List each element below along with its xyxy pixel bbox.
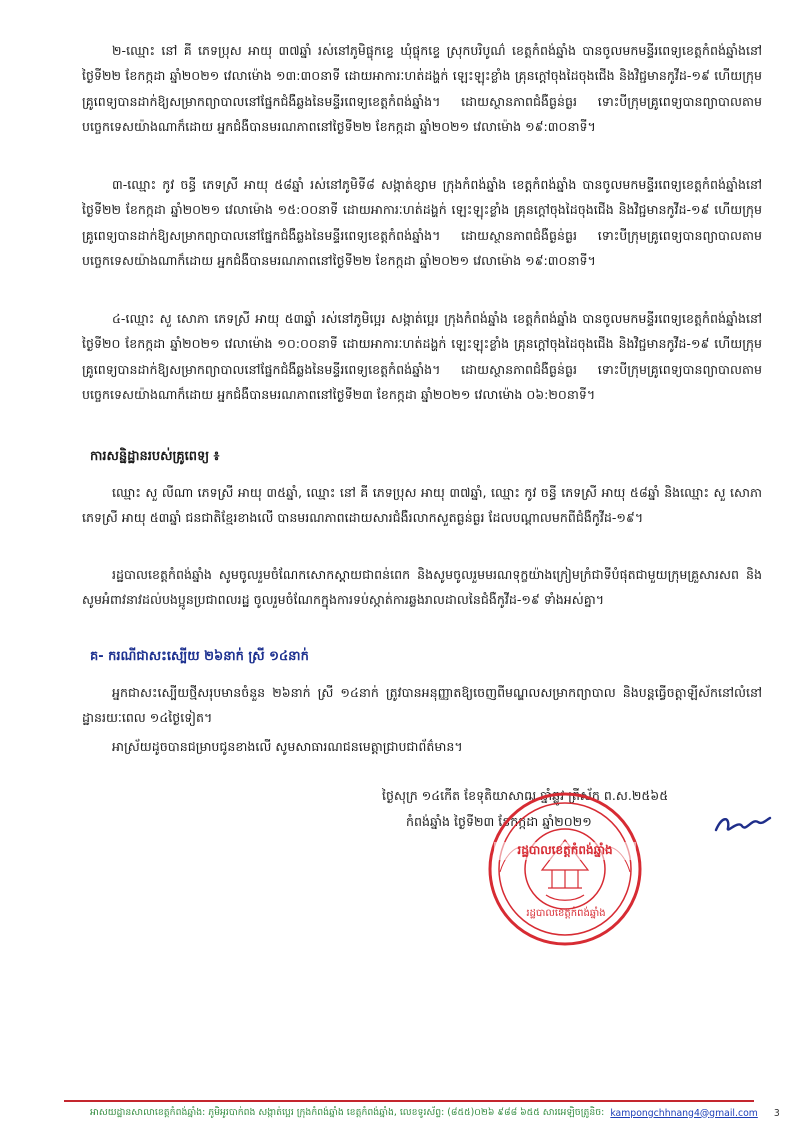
case-4-paragraph: ៤-ឈ្មោះ សួ សោភា ភេទស្រី អាយុ ៥៣ឆ្នាំ រស់នៅភូមិប្អេរ សង្កាត់ប្អេរ ក្រុងកំពង់ឆ្នាំង ខេត្តកំពង់ឆ្នាំង បានចូលមកមន្ទីរពេទ្យខេត្តកំពង់ឆ្នាំងនៅថ្ងៃទី២០ ខែកក្កដា ឆ្នាំ២០២១ វេលាម៉ោង ១០:០០នាទី ដោយអាការៈហត់ដង្ហក់ ឡេះឡុះខ្លាំង គ្រុនក្តៅចុងដៃចុងជើង និងវិជ្ជមានកូវីដ-១៩ ហើយក្រុមគ្រូពេទ្យបានដាក់ឱ្យសម្រាកព្យាបាលនៅផ្នែកជំងឺឆ្លងនៃមន្ទីរពេទ្យខេត្តកំពង់ឆ្នាំង។ ដោយស្ថានភាពជំងឺធ្ងន់ធ្ងរ ទោះបីក្រុមគ្រូពេទ្យបានព្យាបាលតាមបច្ចេកទេសយ៉ាងណាក៏ដោយ អ្នកជំងឺបានមរណភាពនៅថ្ងៃទី២៣ ខែកក្កដា ឆ្នាំ២០២១ វេលាម៉ោង ០៦:២០នាទី។: [82, 311, 763, 403]
case-2-paragraph: ២-ឈ្មោះ នៅ គី ភេទប្រុស អាយុ ៣៧ឆ្នាំ រស់នៅភូមិផ្ចុកខ្ទេ ឃុំផ្ចុកខ្ទេ ស្រុកបរិបូណ៌ ខេត្តកំពង់ឆ្នាំង បានចូលមកមន្ទីរពេទ្យខេត្តកំពង់ឆ្នាំងនៅថ្ងៃទី២២ ខែកក្កដា ឆ្នាំ២០២១ វេលាម៉ោង ១៣:៣០នាទី ដោយអាការៈហត់ដង្ហក់ ឡេះឡុះខ្លាំង គ្រុនក្តៅចុងដៃចុងជើង និងវិជ្ជមានកូវីដ-១៩ ហើយក្រុមគ្រូពេទ្យបានដាក់ឱ្យសម្រាកព្យាបាលនៅផ្នែកជំងឺឆ្លងនៃមន្ទីរពេទ្យខេត្តកំពង់ឆ្នាំង។ ដោយស្ថានភាពជំងឺធ្ងន់ធ្ងរ ទោះបីក្រុមគ្រូពេទ្យបានព្យាបាលតាមបច្ចេកទេសយ៉ាងណាក៏ដោយ អ្នកជំងឺបានមរណភាពនៅថ្ងៃទី២២ ខែកក្កដា ឆ្នាំ២០២១ វេលាម៉ោង ១៩:៣០នាទី។: [82, 43, 762, 135]
recovered-heading: គ- ករណីជាសះស្បើយ ២៦នាក់ ស្រី ១៤នាក់: [90, 649, 309, 664]
seal-caption-bottom: រដ្ឋបាលខេត្តកំពង់ឆ្នាំង: [526, 908, 606, 919]
signature-mark: [712, 812, 772, 838]
footer-email-link[interactable]: kampongchhnang4@gmail.com: [610, 1107, 758, 1119]
page-number: 3: [773, 1107, 780, 1119]
case-3-paragraph: ៣-ឈ្មោះ កូវ ចន្ធី ភេទស្រី អាយុ ៥៨ឆ្នាំ រស់នៅភូមិទី៨ សង្កាត់ខ្សាម ក្រុងកំពង់ឆ្នាំង ខេត្តកំពង់ឆ្នាំង បានចូលមកមន្ទីរពេទ្យខេត្តកំពង់ឆ្នាំងនៅថ្ងៃទី២២ ខែកក្កដា ឆ្នាំ២០២១ វេលាម៉ោង ១៥:០០នាទី ដោយអាការៈហត់ដង្ហក់ ឡេះឡុះខ្លាំង គ្រុនក្តៅចុងដៃចុងជើង និងវិជ្ជមានកូវីដ-១៩ ហើយក្រុមគ្រូពេទ្យបានដាក់ឱ្យសម្រាកព្យាបាលនៅផ្នែកជំងឺឆ្លងនៃមន្ទីរពេទ្យខេត្តកំពង់ឆ្នាំង។ ដោយស្ថានភាពជំងឺធ្ងន់ធ្ងរ ទោះបីក្រុមគ្រូពេទ្យបានព្យាបាលតាមបច្ចេកទេសយ៉ាងណាក៏ដោយ អ្នកជំងឺបានមរណភាពនៅថ្ងៃទី២២ ខែកក្កដា ឆ្នាំ២០២១ វេលាម៉ោង ១៩:៣០នាទី។: [82, 177, 762, 269]
closing-paragraph: អាស្រ័យដូចបានជម្រាបជូនខាងលើ សូមសាធារណជនមេត្តាជ្រាបជាព័ត៌មាន។: [112, 739, 463, 754]
condolence-paragraph: រដ្ឋបាលខេត្តកំពង់ឆ្នាំង សូមចូលរួមចំណែកសោកស្តាយជាពន់ពេក និងសូមចូលរួមមរណទុក្ខយ៉ាងក្រៀមក្រំជាទីបំផុតជាមួយក្រុមគ្រួសារសព និងសូមអំពាវនាវដល់បងប្អូនប្រជាពលរដ្ឋ ចូលរួមចំណែកក្នុងការទប់ស្កាត់ការឆ្លងរាលដាលនៃជំងឺកូវីដ-១៩ ទាំងអស់គ្នា។: [82, 567, 762, 608]
footer-address: អាសយដ្ឋានសាលាខេត្តកំពង់ឆ្នាំង: ភូមិអូរបាក់ពង សង្កាត់ប្អេរ ក្រុងកំពង់ឆ្នាំង ខេត្តកំពង់ឆ្នាំង, លេខទូរស័ព្ទ: (៨៥៥)០២៦ ៩៨៨ ៦៥៥ សារអេឡិចត្រូនិច:: [90, 1107, 605, 1118]
doctor-conclusion-paragraph: ឈ្មោះ សួ លីណា ភេទស្រី អាយុ ៣៥ឆ្នាំ, ឈ្មោះ នៅ គី ភេទប្រុស អាយុ ៣៧ឆ្នាំ, ឈ្មោះ កូវ ចន្ធី ភេទស្រី អាយុ ៥៨ឆ្នាំ និងឈ្មោះ សួ សោភា ភេទស្រី អាយុ ៥៣ឆ្នាំ ជនជាតិខ្មែរខាងលើ បានមរណភាពដោយសារជំងឺរលាកសួតធ្ងន់ធ្ងរ ដែលបណ្តាលមកពីជំងឺកូវីដ-១៩។: [82, 485, 762, 526]
footer-divider: [64, 1100, 754, 1102]
seal-caption-top: រដ្ឋបាលខេត្តកំពង់ឆ្នាំង: [494, 842, 636, 860]
recovered-paragraph: អ្នកជាសះស្បើយថ្មីសរុបមានចំនួន ២៦នាក់ ស្រី ១៤នាក់ ត្រូវបានអនុញ្ញាតឱ្យចេញពីមណ្ឌលសម្រាកព្យាបាល និងបន្តធ្វើចត្តាឡីស័កនៅលំនៅដ្ឋានរយៈពេល ១៤ថ្ងៃទៀត។: [82, 685, 762, 726]
doctor-conclusion-heading: ការសន្និដ្ឋានរបស់គ្រូពេទ្យ ៖: [90, 449, 220, 464]
solar-date: កំពង់ឆ្នាំង ថ្ងៃទី២៣ ខែកក្កដា ឆ្នាំ២០២១: [406, 814, 592, 829]
footer: [90, 1106, 780, 1120]
lunar-date: ថ្ងៃសុក្រ ១៤កើត ខែទុតិយាសាឍ ឆ្នាំឆ្លូវ ត្រីស័ក ព.ស.២៥៦៥: [382, 788, 669, 803]
official-seal: [486, 790, 644, 948]
